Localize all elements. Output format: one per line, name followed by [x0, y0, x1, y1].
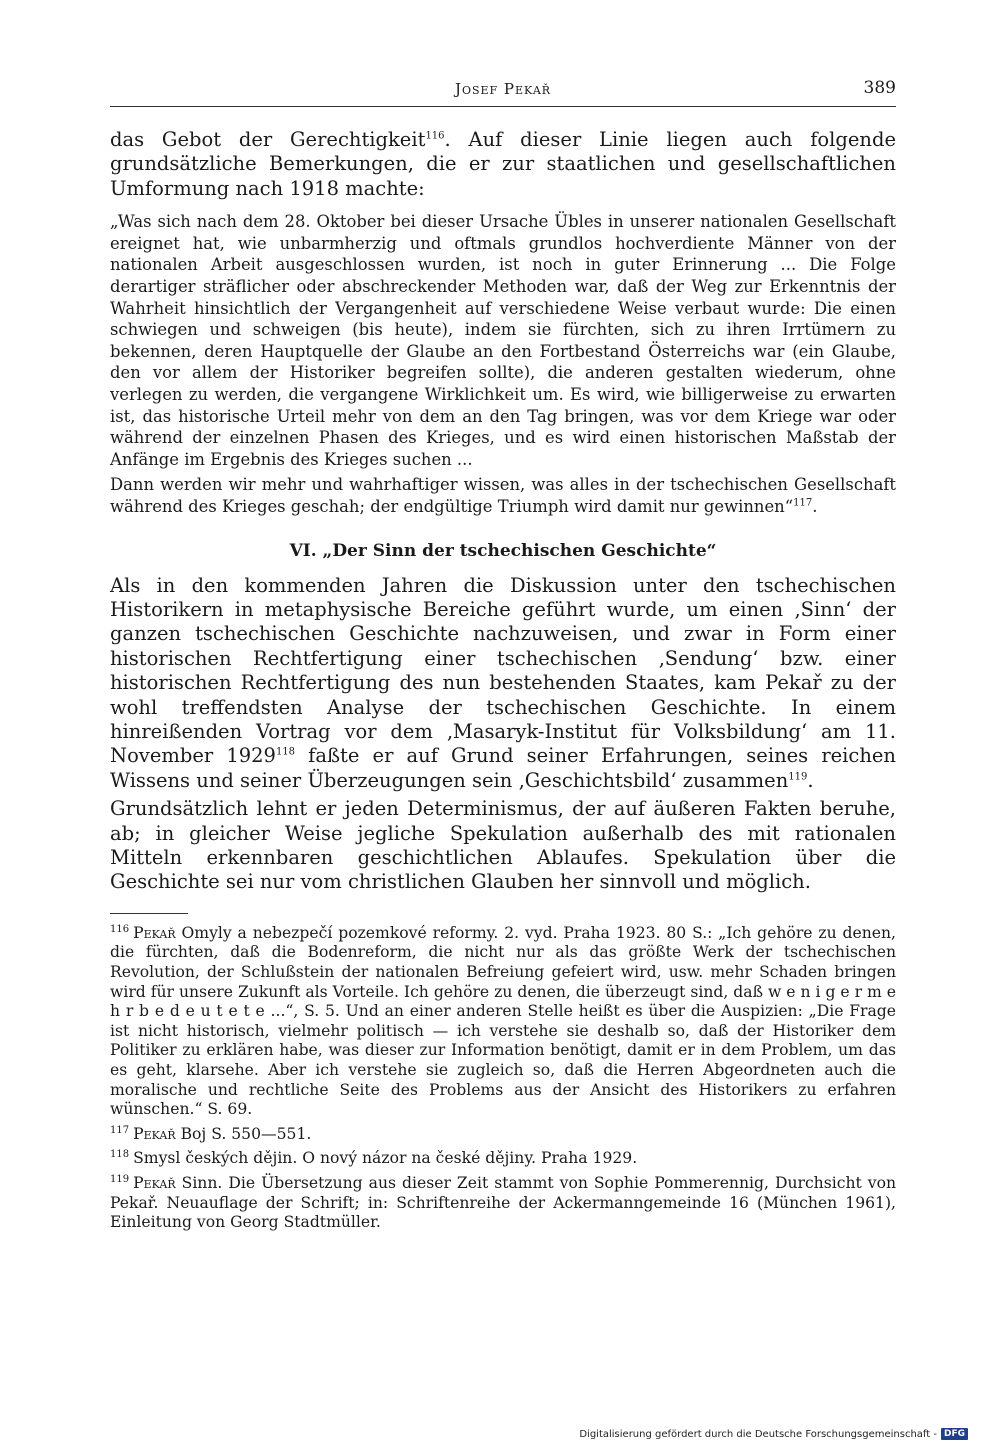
footnote-119: [110, 1174, 896, 1233]
footnote-text: Smysl českých dějin. O nový názor na české dějiny. Praha 1929.: [133, 1149, 638, 1168]
footnote-ref-117: 117: [793, 497, 813, 509]
footnote-number: 117: [110, 1124, 130, 1136]
footnotes: [110, 924, 896, 1233]
paragraph-3: Grundsätzlich lehnt er jeden Determinismus, der auf äußeren Fakten beruhe, ab; in gleicher Weise jegliche Spekulation außerhalb des mit rationalen Mitteln erkennbaren geschichtlichen Ablaufes. Spekulation über die Geschichte sei nur vom christlichen Glauben her sinnvoll und möglich.: [110, 797, 896, 894]
dfg-logo: DFG: [941, 1428, 968, 1440]
footnote-ref-119: 119: [788, 771, 808, 783]
intro-text: das Gebot der Gerechtigkeit: [110, 128, 426, 151]
digitization-text: Digitalisierung gefördert durch die Deutsche Forschungsgemeinschaft -: [579, 1428, 937, 1440]
footnote-text: Omyly a nebezpečí pozemkové reformy. 2. vyd. Praha 1923. 80 S.: „Ich gehöre zu denen, die fürchten, daß die Bodenreform, die nicht nur als das größte Werk der tschechischen Revolution, der Schlußstein der nationalen Befreiung gefeiert wird, usw. mehr Schaden bringen wird für unsere Zukunft als Vorteile. Ich gehöre zu denen, die überzeugt sind, daß w e n i g e r m e h r b e d e u t e t e ...“, S. 5. Und an einer anderen Stelle heißt es über die Auspizien: „Die Frage ist nicht historisch, vielmehr politisch — ich verstehe sie deshalb so, daß der Historiker dem Politiker zu erklären habe, was dieser zur Information benötigt, damit er in dem Problem, um das es geht, klarsehe. Aber ich verstehe sie zugleich so, daß die Herren Abgeordneten auch die moralische und rechtliche Seite des Problems aus der Ansicht des Historikers zu erfahren wünschen.“ S. 69.: [110, 923, 896, 1119]
quote-2-text-after: .: [812, 496, 818, 516]
quote-2-text: Dann werden wir mehr und wahrhaftiger wissen, was alles in der tschechischen Gesellschaft während des Krieges geschah; der endgültige Triumph wird damit nur gewinnen“: [110, 475, 896, 516]
footnote-116: [110, 924, 896, 1120]
body-text: [110, 128, 896, 1238]
intro-paragraph: [110, 128, 896, 201]
footnote-author: Pekař: [133, 1173, 176, 1192]
running-title: Josef Pekař: [454, 80, 552, 98]
footnote-author: Pekař: [133, 923, 176, 942]
section-heading: VI. „Der Sinn der tschechischen Geschichte“: [289, 540, 717, 561]
paragraph-2-text-after: .: [807, 768, 814, 792]
paragraph-2: [110, 574, 896, 794]
paragraph-2-text: Als in den kommenden Jahren die Diskussion unter den tschechischen Historikern in metaphysische Bereiche geführt wurde, um einen ‚Sinn‘ der ganzen tschechischen Geschichte nachzuweisen, und zwar in Form einer historischen Rechtfertigung einer tschechischen ‚Sendung‘ bzw. einer historischen Rechtfertigung des nun bestehenden Staates, kam Pekař zu der wohl treffendsten Analyse der tschechischen Geschichte. In einem hinreißenden Vortrag vor dem ‚Masaryk-Institut für Volksbildung‘ am 11. November 1929: [110, 573, 896, 768]
footnote-ref-116: 116: [425, 130, 445, 142]
block-quote-2: [110, 474, 896, 517]
footnote-divider: [110, 913, 188, 914]
footnote-author: Pekař: [133, 1124, 176, 1143]
footnote-number: 116: [110, 923, 130, 935]
footnote-118: [110, 1149, 896, 1169]
digitization-note: [579, 1428, 968, 1440]
footnote-text: Sinn. Die Übersetzung aus dieser Zeit stammt von Sophie Pommerennig, Durchsicht von Pekař. Neuauflage der Schrift; in: Schriftenreihe der Ackermanngemeinde 16 (München 1961), Einleitung von Georg Stadtmüller.: [110, 1173, 896, 1232]
running-header: [110, 78, 896, 107]
footnote-number: 118: [110, 1149, 130, 1161]
block-quote-1: „Was sich nach dem 28. Oktober bei dieser Ursache Übles in unserer nationalen Gesellschaft ereignet hat, wie unbarmherzig und oftmals grundlos hochverdiente Männer von der nationalen Arbeit ausgeschlossen wurden, ist noch in guter Erinnerung ... Die Folge derartiger sträflicher oder abschreckender Methoden war, daß der Weg zur Erkenntnis der Wahrheit hinsichtlich der Vergangenheit auf verschiedene Weise verbaut wurde: Die einen schwiegen und schweigen (bis heute), indem sie fürchten, sich zu ihren Irrtümern zu bekennen, deren Hauptquelle der Glaube an den Fortbestand Österreichs war (ein Glaube, den vor allem der Historiker begreifen sollte), die anderen gestalten wiederum, ohne verlegen zu werden, die vergangene Wirklichkeit um. Es wird, wie billigerweise zu erwarten ist, das historische Urteil mehr von dem an den Tag bringen, was vor dem Kriege war oder während der einzelnen Phasen des Krieges, und es wird einen historischen Maßstab der Anfänge im Ergebnis des Krieges suchen ...: [110, 212, 896, 469]
footnote-text: Boj S. 550—551.: [175, 1124, 312, 1143]
footnote-ref-118: 118: [275, 746, 296, 758]
footnote-number: 119: [110, 1173, 130, 1185]
paragraph-2-text-mid: faßte er auf Grund seiner Erfahrungen, seines reichen Wissens und seiner Überzeugungen sein ‚Geschichtsbild‘ zusammen: [110, 744, 896, 792]
intro-text-after: . Auf dieser Linie liegen auch folgende grundsätzliche Bemerkungen, die er zur staatlichen und gesellschaftlichen Umformung nach 1918 machte:: [110, 128, 896, 200]
footnote-117: [110, 1125, 896, 1145]
page-number: 389: [863, 78, 896, 98]
